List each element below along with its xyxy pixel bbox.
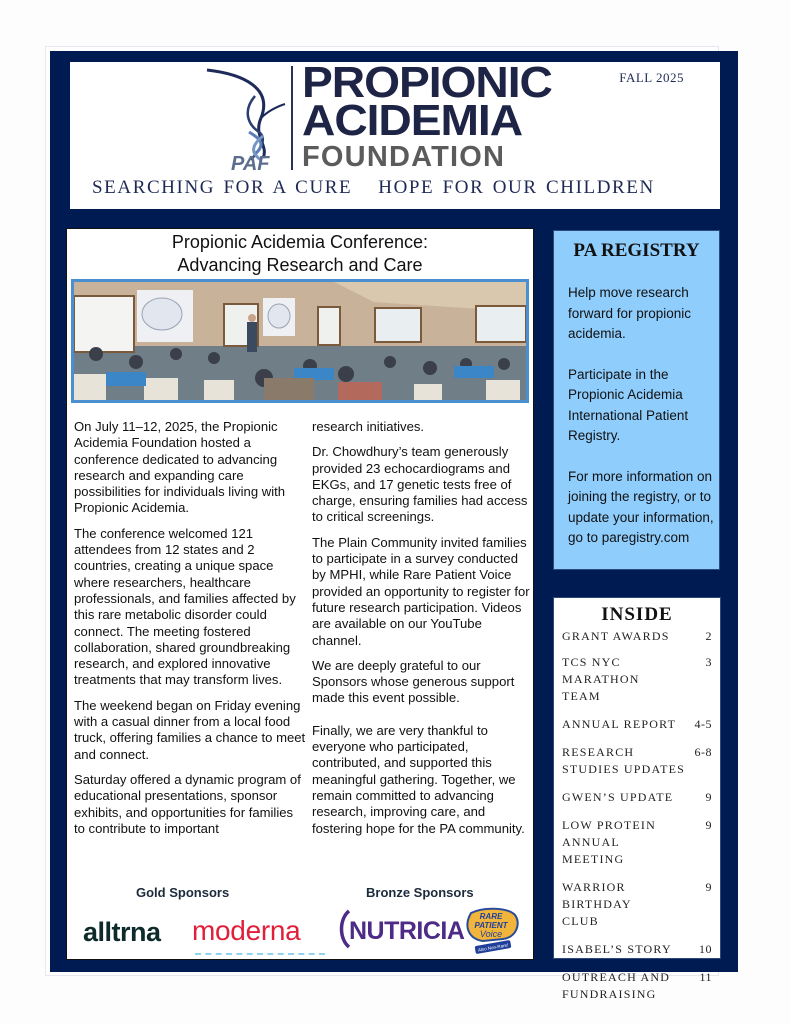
toc-page: 6-8 [694,745,712,759]
sponsor-logos [67,905,533,961]
article-column-1 [74,419,306,846]
article-paragraph: Finally, we are very thankful to everyone who participated, contributed, and supported this meaningful gathering. Together, we remain committed to advancing research, improving care, and fostering hope for the PA community. [312,722,525,836]
article-column-2 [312,419,532,846]
registry-body [568,283,718,569]
toc-page: 9 [705,818,712,832]
registry-paragraph: Help move research forward for propionic acidemia. [568,285,692,341]
rpv-tag: Also Non-Rare! [477,942,509,953]
tagline-right: HOPE FOR OUR CHILDREN [378,177,655,198]
main-article [66,228,534,960]
article-paragraph: The weekend began on Friday evening with a casual dinner from a local food truck, offering families a chance to meet and connect. [74,697,306,762]
nutricia-logo: NUTRICIA [349,917,465,945]
toc-item[interactable] [562,817,714,868]
bronze-sponsors-label: Bronze Sponsors [366,885,474,900]
registry-paragraph: For more information on joining the registry, or to update your information, go to paregistry.com [568,468,714,545]
toc-item[interactable] [562,654,714,705]
toc-label: RESEARCH STUDIES UPDATES [562,745,686,776]
toc-label: WARRIOR BIRTHDAY CLUB [562,880,632,928]
toc-label: GRANT AWARDS [562,629,670,643]
article-title [67,231,533,277]
article-paragraph: We are deeply grateful to our Sponsors whose generous support made this event possible. [312,657,515,706]
toc-item[interactable] [562,716,714,733]
toc-item[interactable] [562,744,714,778]
gold-sponsors-label: Gold Sponsors [136,885,230,900]
rpv-line-3: Voice [479,929,503,939]
brand-line-2: ACIDEMIA [302,95,523,145]
rare-patient-voice-logo [463,907,519,955]
conference-photo-image [74,282,526,400]
registry-title: PA REGISTRY [573,240,700,261]
toc-label: ISABEL’S STORY [562,942,672,956]
article-paragraph: research initiatives. [312,419,425,434]
masthead [70,58,720,209]
article-paragraph: Dr. Chowdhury’s team generously provided 23 echocardiograms and EKGs, and 17 genetic tests free of charge, ensuring families had access to critical screenings. [312,444,528,525]
table-of-contents [562,628,714,1003]
logo-initials: PAF [231,153,270,172]
alltrna-logo: alltrna [83,917,161,947]
toc-item[interactable] [562,789,714,806]
toc-page: 9 [705,880,712,894]
article-paragraph: On July 11–12, 2025, the Propionic Acidemia Foundation hosted a conference dedicated to advancing research and expanding care possibilities for individuals living with Propionic Acidemia. [74,419,286,516]
registry-paragraph: Participate in the Propionic Acidemia International Patient Registry. [568,366,689,443]
issue-label: FALL 2025 [619,70,684,85]
toc-label: LOW PROTEIN ANNUAL MEETING [562,818,656,866]
article-paragraph: The conference welcomed 121 attendees from 12 states and 2 countries, creating a unique space where researchers, healthcare professionals, and families affected by this rare metabolic disorder could connect. The meeting fostered collaboration, shared groundbreaking research, and explored innovative treatments that may transform lives. [74,525,296,688]
article-title-line-1: Propionic Acidemia Conference: [171,232,429,252]
inside-title: INSIDE [601,604,673,625]
toc-item[interactable] [562,969,714,1003]
brand-wordmark [302,58,552,173]
brand-line-1: PROPIONIC [302,58,552,107]
article-title-line-2: Advancing Research and Care [177,255,423,275]
inside-toc-box [553,597,721,1001]
toc-page: 11 [699,970,712,984]
article-paragraph: The Plain Community invited families to participate in a survey conducted by MPHI, while Rare Patient Voice provided an opportunity to register for future research participation. Videos are available on our YouTube channel. [312,534,530,648]
rpv-line-1: RARE [479,912,503,921]
pa-registry-box [553,230,720,570]
toc-item[interactable] [562,628,714,645]
logo-divider [291,66,293,170]
toc-item[interactable] [562,941,714,958]
article-paragraph: Saturday offered a dynamic program of educational presentations, sponsor exhibits, and opportunities for families to contribute to important [74,771,301,836]
toc-page: 10 [699,942,712,956]
tagline [92,177,655,199]
toc-label: TCS NYC MARATHON TEAM [562,655,640,703]
tagline-left: SEARCHING FOR A CURE [92,177,353,198]
toc-label: ANNUAL REPORT [562,717,677,731]
toc-label: OUTREACH AND FUNDRAISING [562,970,671,1001]
rpv-line-2: PATIENT [474,921,508,930]
toc-page: 4-5 [694,717,712,731]
brand-line-3: FOUNDATION [302,140,506,173]
moderna-logo: moderna [192,915,301,946]
toc-item[interactable] [562,879,714,930]
moderna-underline [195,953,325,955]
toc-page: 3 [705,655,712,669]
conference-photo [71,279,529,403]
toc-page: 9 [705,790,712,804]
toc-label: GWEN’S UPDATE [562,790,674,804]
toc-page: 2 [705,629,712,643]
paf-logo-icon [203,66,298,172]
